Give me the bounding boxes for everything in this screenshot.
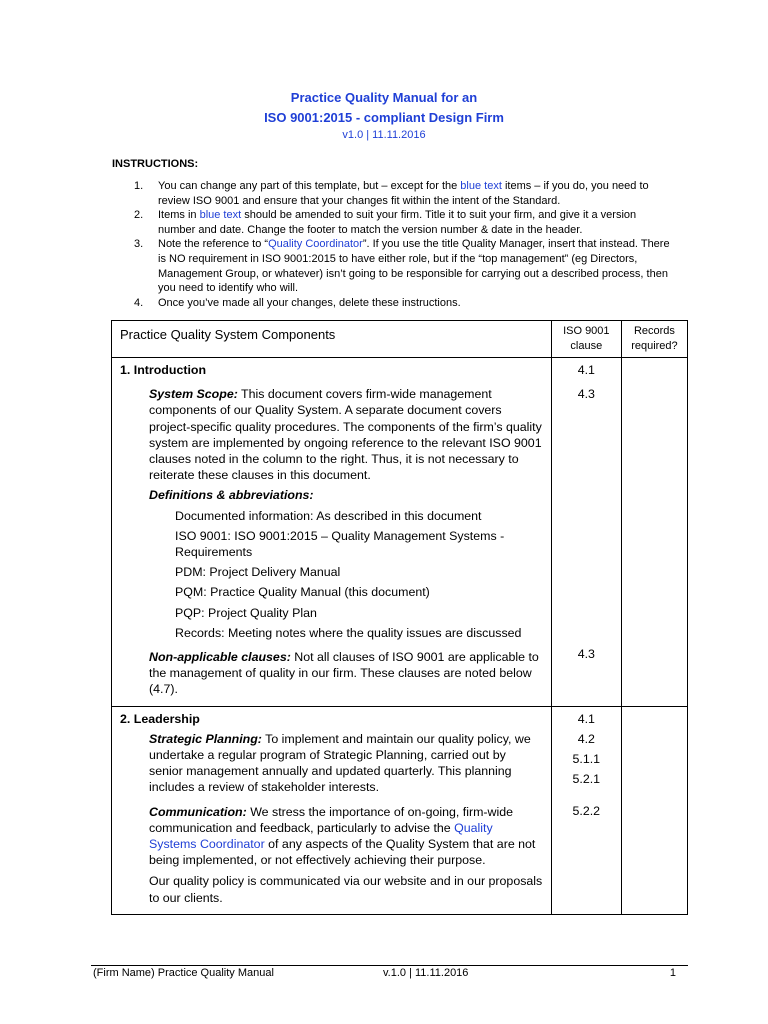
- table-row-introduction: [112, 358, 688, 707]
- version-label: v1.0 | 11.11.2016: [342, 129, 426, 141]
- introduction-records: [621, 358, 687, 707]
- page-number: 1: [669, 967, 676, 979]
- introduction-section: [112, 358, 552, 707]
- footer-title: (Firm Name) Practice Quality Manual: [93, 967, 274, 979]
- table-header-row: [112, 321, 688, 358]
- instruction-item: 3. Note the reference to “Quality Coordinator”. If you use the title Quality Manager, insert that instead. There is NO requirement in ISO 9001:2015 to have either role, but if the “top management” (eg Directors, Management Group, or whatever) isn’t going to be responsible for carrying out a described process, then you need to identify who will.: [134, 238, 670, 295]
- definition-item: ISO 9001: ISO 9001:2015 – Quality Management Systems - Requirements: [175, 528, 505, 560]
- introduction-clauses: 4.1 4.3 4.3: [551, 358, 621, 707]
- non-applicable-paragraph: Non-applicable clauses: Not all clauses of ISO 9001 are applicable to the management of quality in our firm. These clauses are noted below (4.7).: [149, 650, 539, 697]
- footer-version: v.1.0 | 11.11.2016: [383, 967, 469, 979]
- definition-item: PQP: Project Quality Plan: [175, 605, 317, 620]
- quality-components-table: [111, 320, 688, 915]
- quality-policy-paragraph: Our quality policy is communicated via our website and in our proposals to our clients.: [149, 874, 543, 905]
- section-title: 2. Leadership: [120, 711, 200, 726]
- clause-header: ISO 9001 clause: [551, 321, 621, 358]
- strategic-planning-paragraph: Strategic Planning: To implement and maintain our quality policy, we undertake a regular program of Strategic Planning, carried out by senior management annually and updated quarterly. This planning includes a review of stakeholder interests.: [149, 731, 531, 795]
- instructions-list: [112, 179, 672, 310]
- instructions-heading: INSTRUCTIONS:: [112, 158, 199, 170]
- components-header: Practice Quality System Components: [112, 321, 552, 358]
- definition-item: Records: Meeting notes where the quality issues are discussed: [175, 625, 522, 640]
- definition-item: Documented information: As described in this document: [175, 508, 482, 523]
- system-scope-paragraph: System Scope: This document covers firm-wide management components of our Quality System. A separate document covers project-specific quality procedures. The components of the firm’s quality system are implemented by ongoing reference to the relevant ISO 9001 clauses noted in the column to the right. Thus, it is not necessary to reiterate these clauses in this document.: [149, 387, 542, 483]
- leadership-clauses: 4.1 4.2 5.1.1 5.2.1 5.2.2: [551, 706, 621, 914]
- definition-item: PDM: Project Delivery Manual: [175, 565, 341, 580]
- records-header: Records required?: [621, 321, 687, 358]
- leadership-records: [621, 706, 687, 914]
- title-line-1: Practice Quality Manual for an: [290, 90, 478, 105]
- instruction-item: 1. You can change any part of this template, but – except for the blue text items – if you do, you need to review ISO 9001 and ensure that your changes fit within the intent of the Standard.: [134, 180, 649, 207]
- section-title: 1. Introduction: [120, 363, 207, 377]
- definitions-heading: Definitions & abbreviations:: [149, 488, 314, 503]
- page-footer: [91, 967, 688, 983]
- instruction-item: 4. Once you’ve made all your changes, delete these instructions.: [134, 296, 461, 309]
- document-header: [0, 88, 768, 141]
- title-line-2: ISO 9001:2015 - compliant Design Firm: [264, 110, 504, 125]
- instruction-item: 2. Items in blue text should be amended to suit your firm. Title it to suit your firm, and give it a version number and date. Change the footer to match the version number & date in the header.: [134, 209, 637, 236]
- leadership-section: [112, 706, 552, 914]
- footer-divider: [91, 965, 688, 966]
- definition-item: PQM: Practice Quality Manual (this document): [175, 585, 430, 600]
- table-row-leadership: [112, 706, 688, 914]
- communication-paragraph: Communication: We stress the importance of on-going, firm-wide communication and feedback, particularly to advise the Quality Systems Coordinator of any aspects of the Quality System that are not being implemented, or not effectively achieving their purpose.: [149, 804, 536, 868]
